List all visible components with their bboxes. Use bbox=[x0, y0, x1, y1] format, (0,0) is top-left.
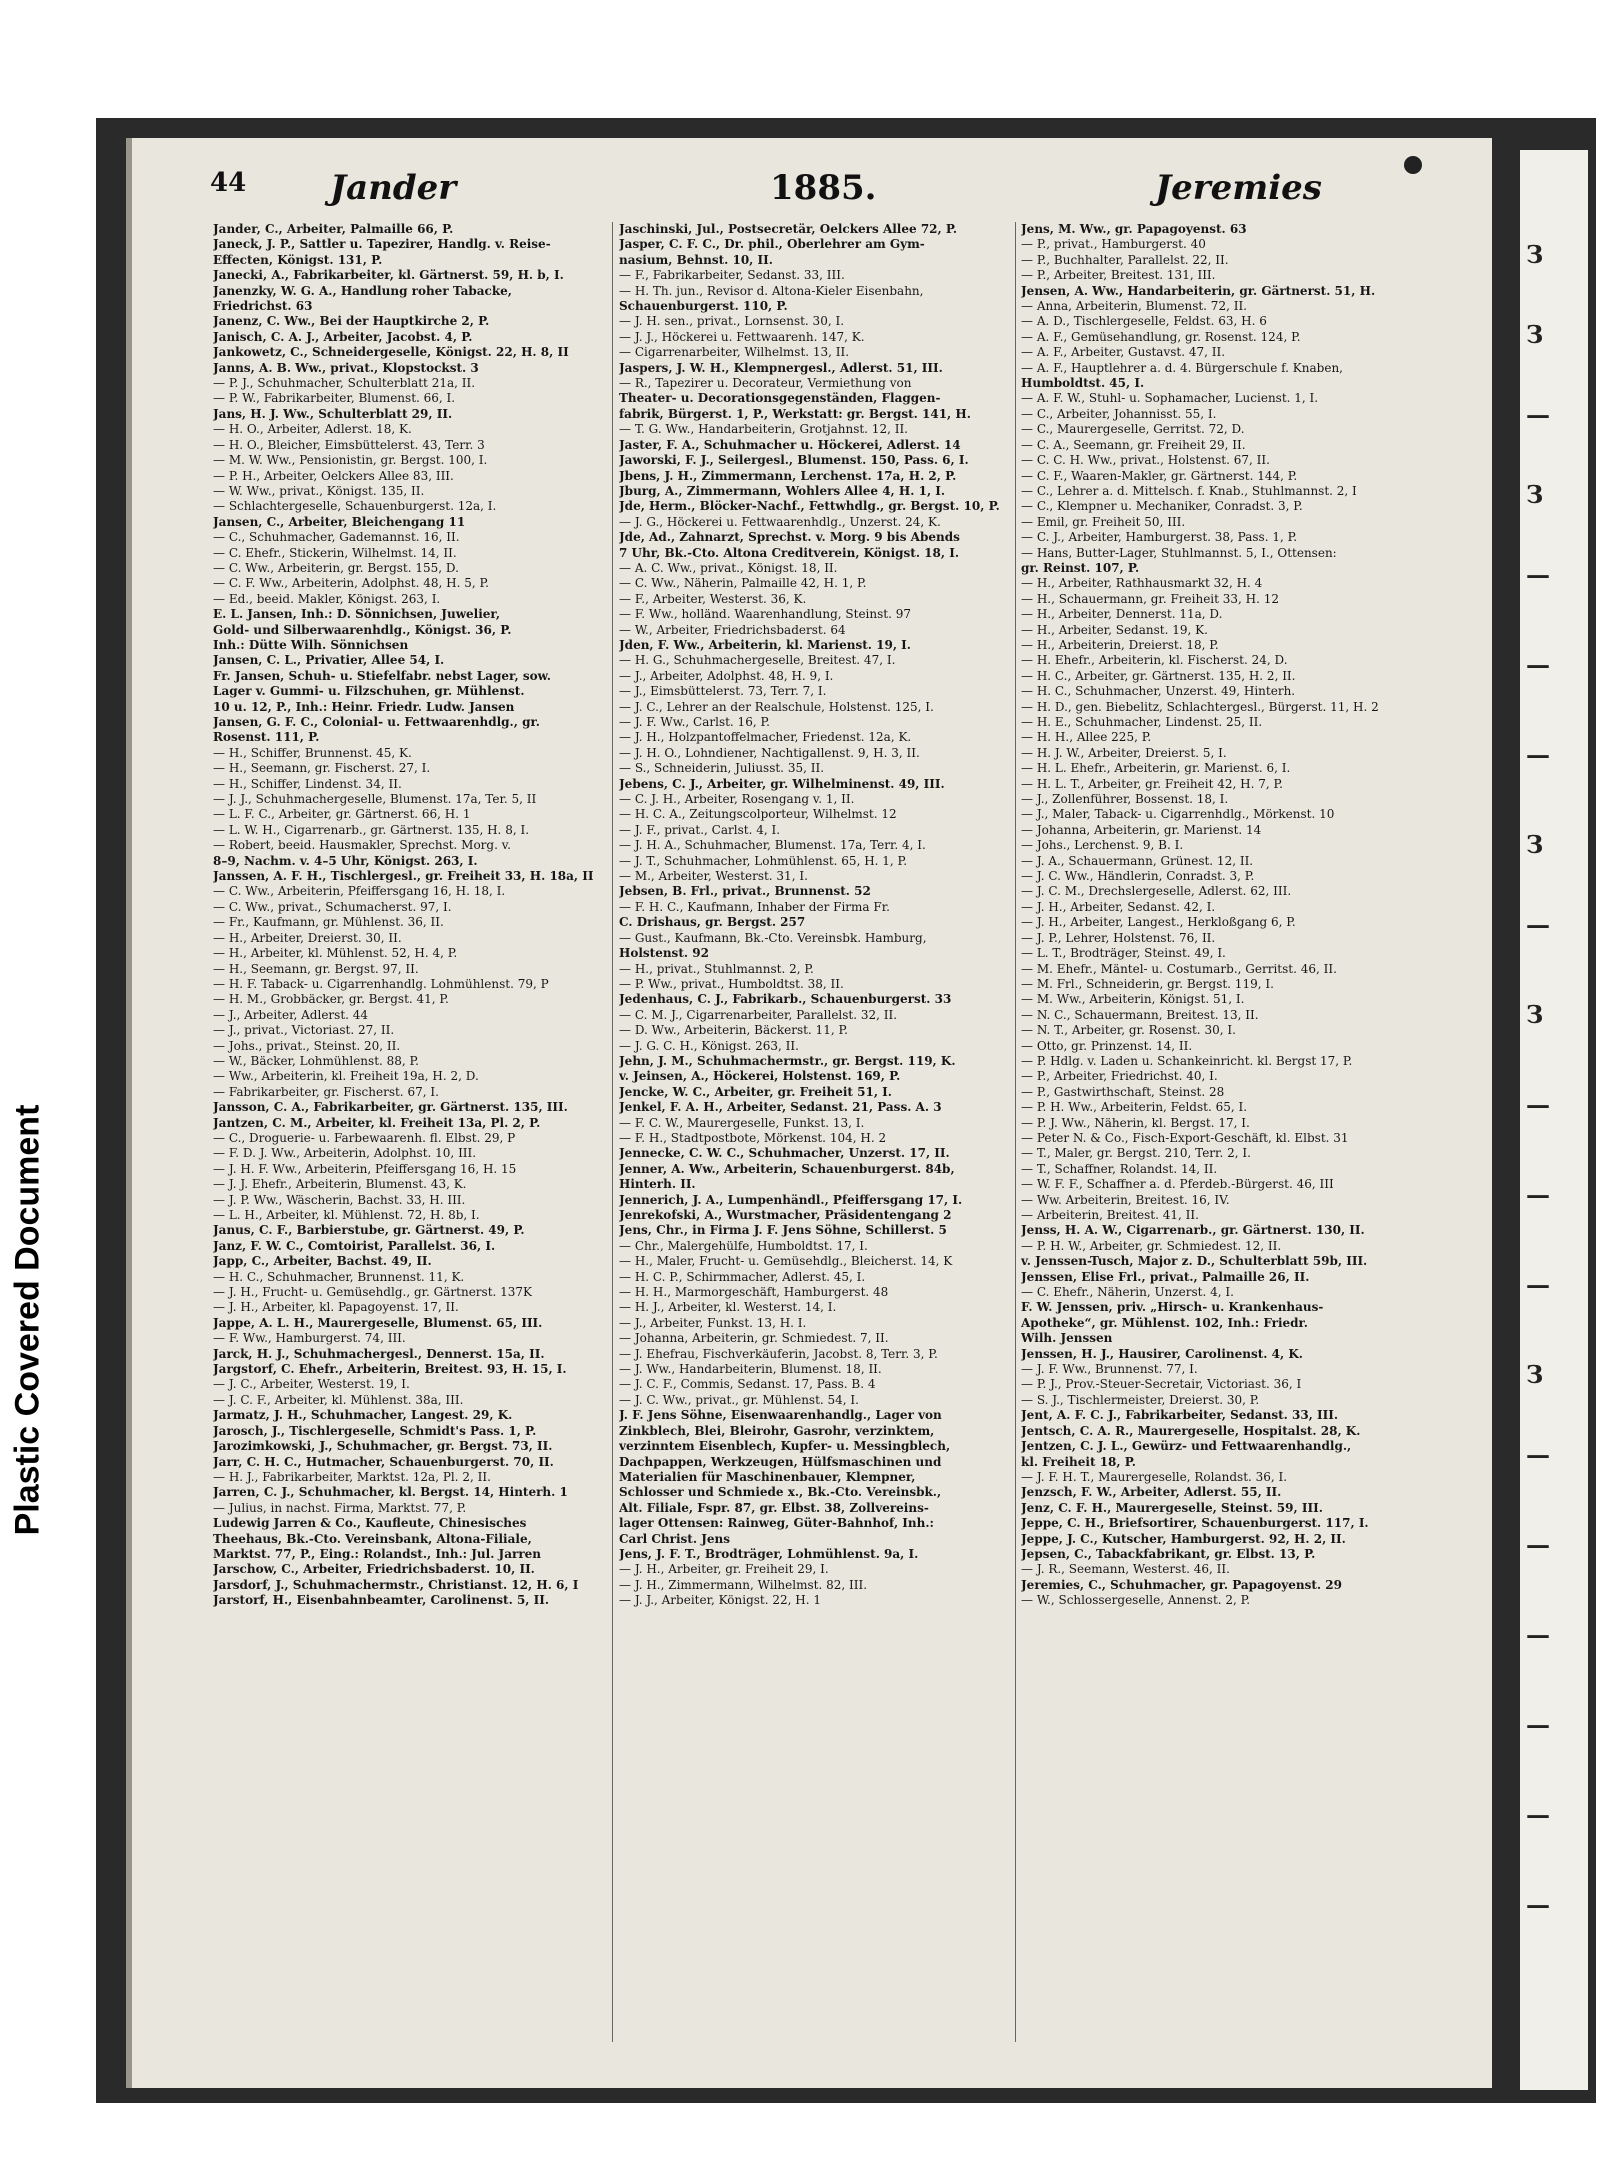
directory-entry: — H., Schauermann, gr. Freiheit 33, H. 12 bbox=[1021, 591, 1280, 606]
directory-entry: — J., Arbeiter, Adolphst. 48, H. 9, I. bbox=[619, 668, 834, 683]
directory-entry: — H., Arbeiter, Sedanst. 19, K. bbox=[1021, 622, 1208, 637]
directory-entry: — W., Bäcker, Lohmühlenst. 88, P. bbox=[213, 1053, 419, 1068]
directory-entry: Janz, F. W. C., Comtoirist, Parallelst. 36, I. bbox=[213, 1238, 496, 1253]
directory-entry: — W. Ww., privat., Königst. 135, II. bbox=[213, 483, 425, 498]
directory-entry: Jenz, C. F. H., Maurergeselle, Steinst. 59, III. bbox=[1021, 1500, 1323, 1515]
directory-entry: — H., Seemann, gr. Fischerst. 27, I. bbox=[213, 761, 431, 776]
directory-entry: — J. H. F. Ww., Arbeiterin, Pfeiffersgang 16, H. 15 bbox=[213, 1161, 517, 1176]
directory-entry: Jansen, C., Arbeiter, Bleichengang 11 bbox=[213, 514, 466, 529]
directory-entry: — J. C. M., Drechslergeselle, Adlerst. 62, III. bbox=[1021, 884, 1292, 899]
directory-entry: — H. Ehefr., Arbeiterin, kl. Fischerst. 24, D. bbox=[1021, 653, 1288, 668]
directory-entry: — J. H., Holzpantoffelmacher, Friedenst. 12a, K. bbox=[619, 730, 912, 745]
directory-entry: Carl Christ. Jens bbox=[619, 1531, 730, 1546]
directory-entry: Materialien für Maschinenbauer, Klempner, bbox=[619, 1469, 916, 1484]
directory-entry: Dachpappen, Werkzeugen, Hülfsmaschinen und bbox=[619, 1454, 942, 1469]
directory-entry: — F. H., Stadtpostbote, Mörkenst. 104, H. 2 bbox=[619, 1130, 887, 1145]
directory-entry: Apotheke“, gr. Mühlenst. 102, Inh.: Friedr. bbox=[1021, 1315, 1308, 1330]
directory-entry: — H. J. W., Arbeiter, Dreierst. 5, I. bbox=[1021, 745, 1227, 760]
directory-entry: Jappe, A. L. H., Maurergeselle, Blumenst. 65, III. bbox=[213, 1315, 543, 1330]
directory-entry: Jans, H. J. Ww., Schulterblatt 29, II. bbox=[213, 406, 453, 421]
directory-entry: Jander, C., Arbeiter, Palmaille 66, P. bbox=[213, 222, 454, 236]
directory-entry: — Fr., Kaufmann, gr. Mühlenst. 36, II. bbox=[213, 915, 444, 930]
column-middle bbox=[619, 222, 1014, 2082]
directory-entry: — L. H., Arbeiter, kl. Mühlenst. 72, H. 8b, I. bbox=[213, 1208, 480, 1222]
directory-entry: — H., Schiffer, Lindenst. 34, II. bbox=[213, 776, 402, 791]
directory-entry: Jentsch, C. A. R., Maurergeselle, Hospitalst. 28, K. bbox=[1021, 1423, 1361, 1438]
directory-entry: Jaworski, F. J., Seilergesl., Blumenst. 150, Pass. 6, I. bbox=[619, 453, 969, 468]
directory-entry: — H. C. A., Zeitungscolporteur, Wilhelmst. 12 bbox=[619, 807, 897, 822]
directory-entry: — H., Arbeiter, Dennerst. 11a, D. bbox=[1021, 607, 1223, 622]
directory-entry: nasium, Behnst. 10, II. bbox=[619, 252, 773, 267]
left-guide-word: Jander bbox=[330, 168, 457, 208]
directory-entry: Jansen, G. F. C., Colonial- u. Fettwaarenhdlg., gr. bbox=[213, 715, 540, 729]
directory-entry: — S., Schneiderin, Juliusst. 35, II. bbox=[619, 761, 825, 776]
directory-entry: — J. H., Zimmermann, Wilhelmst. 82, III. bbox=[619, 1577, 868, 1592]
directory-entry: — F. Ww., Hamburgerst. 74, III. bbox=[213, 1331, 406, 1346]
directory-entry: — C., Klempner u. Mechaniker, Conradst. 3, P. bbox=[1021, 499, 1303, 514]
directory-entry: 8–9, Nachm. v. 4–5 Uhr, Königst. 263, I. bbox=[213, 853, 478, 868]
directory-entry: Friedrichst. 63 bbox=[213, 299, 313, 314]
directory-entry: Humboldtst. 45, I. bbox=[1021, 376, 1145, 391]
directory-entry: — H. H., Allee 225, P. bbox=[1021, 730, 1152, 745]
directory-entry: — S. J., Tischlermeister, Dreierst. 30, P. bbox=[1021, 1392, 1260, 1407]
directory-entry: — N. T., Arbeiter, gr. Rosenst. 30, I. bbox=[1021, 1023, 1236, 1038]
directory-entry: Japp, C., Arbeiter, Bachst. 49, II. bbox=[213, 1254, 432, 1269]
directory-entry: Jde, Ad., Zahnarzt, Sprechst. v. Morg. 9 bis Abends bbox=[619, 530, 960, 545]
directory-entry: — D. Ww., Arbeiterin, Bäckerst. 11, P. bbox=[619, 1023, 848, 1038]
directory-entry: — T., Schaffner, Rolandst. 14, II. bbox=[1021, 1161, 1218, 1176]
directory-entry: — A. C. Ww., privat., Königst. 18, II. bbox=[619, 560, 838, 575]
directory-entry: — J. C. Ww., privat., gr. Mühlenst. 54, I. bbox=[619, 1392, 859, 1407]
directory-entry: — P. J., Schuhmacher, Schulterblatt 21a, II. bbox=[213, 376, 476, 391]
side-label-text: Plastic Covered Document bbox=[8, 1104, 47, 1536]
directory-entry: — Chr., Malergehülfe, Humboldtst. 17, I. bbox=[619, 1238, 868, 1253]
directory-entry: — Johs., Lerchenst. 9, B. I. bbox=[1021, 838, 1184, 853]
directory-entry: — C. Ww., Arbeiterin, gr. Bergst. 155, D. bbox=[213, 560, 459, 575]
directory-entry: — H. C. P., Schirmmacher, Adlerst. 45, I. bbox=[619, 1269, 866, 1284]
directory-entry: — J. J., Arbeiter, Königst. 22, H. 1 bbox=[619, 1593, 821, 1608]
directory-entry: — P., privat., Hamburgerst. 40 bbox=[1021, 237, 1206, 252]
directory-entry: — J. F., privat., Carlst. 4, I. bbox=[619, 822, 781, 837]
directory-entry: — Robert, beeid. Hausmakler, Sprechst. Morg. v. bbox=[213, 838, 511, 853]
directory-entry: Jencke, W. C., Arbeiter, gr. Freiheit 51, I. bbox=[619, 1084, 892, 1099]
directory-entry: Jennecke, C. W. C., Schuhmacher, Unzerst. 17, II. bbox=[619, 1146, 950, 1161]
directory-entry: — Cigarrenarbeiter, Wilhelmst. 13, II. bbox=[619, 345, 850, 360]
directory-entry: — C., Schuhmacher, Gademannst. 16, II. bbox=[213, 530, 460, 545]
directory-entry: — H. C., Schuhmacher, Unzerst. 49, Hinterh. bbox=[1021, 684, 1296, 699]
directory-entry: — P. Ww., privat., Humboldtst. 38, II. bbox=[619, 976, 844, 991]
directory-entry: — P. J. Ww., Näherin, kl. Bergst. 17, I. bbox=[1021, 1115, 1250, 1130]
directory-entry: — J. C. F., Commis, Sedanst. 17, Pass. B. 4 bbox=[619, 1377, 876, 1392]
directory-entry: — J. C. Ww., Händlerin, Conradst. 3, P. bbox=[1021, 869, 1255, 884]
directory-entry: — A. F. W., Stuhl- u. Sophamacher, Lucienst. 1, I. bbox=[1021, 391, 1319, 406]
directory-entry: kl. Freiheit 18, P. bbox=[1021, 1454, 1136, 1469]
directory-entry: E. L. Jansen, Inh.: D. Sönnichsen, Juwelier, bbox=[213, 607, 501, 622]
directory-entry: — J. H. A., Schuhmacher, Blumenst. 17a, Terr. 4, I. bbox=[619, 838, 926, 853]
directory-entry: — M. Ehefr., Mäntel- u. Costumarb., Gerritst. 46, II. bbox=[1021, 961, 1337, 976]
directory-entry: — Johs., privat., Steinst. 20, II. bbox=[213, 1038, 401, 1053]
directory-entry: Jansson, C. A., Fabrikarbeiter, gr. Gärtnerst. 135, III. bbox=[213, 1100, 568, 1115]
directory-entry: Theehaus, Bk.-Cto. Vereinsbank, Altona-Filiale, bbox=[213, 1531, 532, 1546]
directory-entry: — Otto, gr. Prinzenst. 14, II. bbox=[1021, 1038, 1193, 1053]
directory-entry: Gold- und Silberwaarenhdlg., Königst. 36, P. bbox=[213, 622, 512, 637]
directory-entry: — Ww., Arbeiterin, kl. Freiheit 19a, H. 2, D. bbox=[213, 1069, 479, 1084]
directory-entry: — H. L. T., Arbeiter, gr. Freiheit 42, H. 7, P. bbox=[1021, 776, 1283, 791]
directory-entry: Jepsen, C., Tabackfabrikant, gr. Elbst. 13, P. bbox=[1021, 1546, 1316, 1561]
directory-entry: Jens, M. Ww., gr. Papagoyenst. 63 bbox=[1021, 222, 1247, 236]
directory-entry: — A. F., Arbeiter, Gustavst. 47, II. bbox=[1021, 345, 1226, 360]
directory-entry: — H. H., Marmorgeschäft, Hamburgerst. 48 bbox=[619, 1285, 889, 1300]
directory-entry: — J., Maler, Taback- u. Cigarrenhdlg., Mörkenst. 10 bbox=[1021, 807, 1335, 822]
directory-entry: — J. H., Arbeiter, gr. Freiheit 29, I. bbox=[619, 1562, 829, 1577]
directory-entry: — P., Gastwirthschaft, Steinst. 28 bbox=[1021, 1084, 1225, 1099]
directory-entry: — M., Arbeiter, Westerst. 31, I. bbox=[619, 869, 808, 884]
directory-entry: — Johanna, Arbeiterin, gr. Schmiedest. 7, II. bbox=[619, 1331, 889, 1346]
directory-entry: Hinterh. II. bbox=[619, 1177, 696, 1192]
directory-entry: — J. H., Arbeiter, Langest., Herkloßgang 6, P. bbox=[1021, 915, 1296, 930]
directory-entry: — H. M., Grobbäcker, gr. Bergst. 41, P. bbox=[213, 992, 449, 1007]
directory-entry: — H. Th. jun., Revisor d. Altona-Kieler Eisenbahn, bbox=[619, 283, 924, 298]
directory-entry: — C., Arbeiter, Johannisst. 55, I. bbox=[1021, 406, 1217, 421]
directory-entry: — H. F. Taback- u. Cigarrenhandlg. Lohmühlenst. 79, P bbox=[213, 976, 549, 991]
directory-entry: verzinntem Eisenblech, Kupfer- u. Messingblech, bbox=[619, 1439, 951, 1454]
directory-entry: — M. Ww., Arbeiterin, Königst. 51, I. bbox=[1021, 992, 1245, 1007]
directory-entry: Holstenst. 92 bbox=[619, 946, 709, 961]
directory-entry: — J. C., Lehrer an der Realschule, Holstenst. 125, I. bbox=[619, 699, 934, 714]
directory-entry: — J. H. O., Lohndiener, Nachtigallenst. 9, H. 3, II. bbox=[619, 745, 920, 760]
directory-entry: Janus, C. F., Barbierstube, gr. Gärtnerst. 49, P. bbox=[213, 1223, 525, 1238]
directory-entry: — H., Seemann, gr. Bergst. 97, II. bbox=[213, 961, 419, 976]
adjacent-page-edge: З З — З — — — З — З — — — З — — — — — — bbox=[1520, 150, 1588, 2090]
directory-entry: Jaspers, J. W. H., Klempnergesl., Adlerst. 51, III. bbox=[619, 360, 943, 375]
directory-entry: Theater- u. Decorationsgegenständen, Flaggen- bbox=[619, 391, 941, 406]
directory-entry: Wilh. Jenssen bbox=[1021, 1331, 1113, 1346]
directory-entry: Jarsdorf, J., Schuhmachermstr., Christianst. 12, H. 6, I bbox=[213, 1577, 579, 1592]
directory-entry: — C. Ehefr., Stickerin, Wilhelmst. 14, II. bbox=[213, 545, 457, 560]
directory-entry: lager Ottensen: Rainweg, Güter-Bahnhof, Inh.: bbox=[619, 1516, 934, 1531]
directory-entry: — J. T., Schuhmacher, Lohmühlenst. 65, H. 1, P. bbox=[619, 853, 908, 868]
directory-entry: Jebens, C. J., Arbeiter, gr. Wilhelminenst. 49, III. bbox=[619, 776, 945, 791]
directory-entry: — Schlachtergeselle, Schauenburgerst. 12a, I. bbox=[213, 499, 497, 514]
directory-entry: — H., Arbeiter, Dreierst. 30, II. bbox=[213, 930, 402, 945]
directory-entry: — J. H., Arbeiter, kl. Papagoyenst. 17, II. bbox=[213, 1300, 459, 1315]
directory-entry: — H. E., Schuhmacher, Lindenst. 25, II. bbox=[1021, 715, 1263, 729]
directory-entry: Jedenhaus, C. J., Fabrikarb., Schauenburgerst. 33 bbox=[619, 992, 952, 1007]
directory-entry: — J. R., Seemann, Westerst. 46, II. bbox=[1021, 1562, 1230, 1577]
directory-entry: Janenzky, W. G. A., Handlung roher Tabacke, bbox=[213, 283, 512, 298]
directory-entry: — T., Maler, gr. Bergst. 210, Terr. 2, I. bbox=[1021, 1146, 1251, 1161]
directory-entry: — C. A., Seemann, gr. Freiheit 29, II. bbox=[1021, 437, 1246, 452]
directory-entry: Jens, Chr., in Firma J. F. Jens Söhne, Schillerst. 5 bbox=[619, 1223, 947, 1238]
column-left bbox=[213, 222, 608, 2082]
directory-entry: — A. F., Hauptlehrer a. d. 4. Bürgerschule f. Knaben, bbox=[1021, 360, 1343, 375]
directory-entry: — J. G., Höckerei u. Fettwaarenhdlg., Unzerst. 24, K. bbox=[619, 514, 941, 529]
directory-entry: Janenz, C. Ww., Bei der Hauptkirche 2, P. bbox=[213, 314, 490, 329]
directory-entry: — L. W. H., Cigarrenarb., gr. Gärtnerst. 135, H. 8, I. bbox=[213, 822, 530, 837]
directory-entry: — J. F. H. T., Maurergeselle, Rolandst. 36, I. bbox=[1021, 1469, 1288, 1484]
directory-entry: — C. Ww., Arbeiterin, Pfeiffersgang 16, H. 18, I. bbox=[213, 884, 506, 899]
directory-entry: — Hans, Butter-Lager, Stuhlmannst. 5, I., Ottensen: bbox=[1021, 545, 1337, 560]
directory-entry: — J. F. Ww., Brunnenst. 77, I. bbox=[1021, 1362, 1198, 1377]
directory-entry: Zinkblech, Blei, Bleirohr, Gasrohr, verzinktem, bbox=[619, 1423, 935, 1438]
directory-entry: — Arbeiterin, Breitest. 41, II. bbox=[1021, 1208, 1199, 1222]
directory-entry: — T. G. Ww., Handarbeiterin, Grotjahnst. 12, II. bbox=[619, 422, 908, 437]
directory-entry: — H. G., Schuhmachergeselle, Breitest. 47, I. bbox=[619, 653, 896, 668]
directory-entry: — P., Arbeiter, Breitest. 131, III. bbox=[1021, 268, 1216, 283]
directory-entry: Janisch, C. A. J., Arbeiter, Jacobst. 4, P. bbox=[213, 329, 473, 344]
directory-entry: Jde, Herm., Blöcker-Nachf., Fettwhdlg., gr. Bergst. 10, P. bbox=[619, 499, 1000, 514]
directory-entry: Jargstorf, C. Ehefr., Arbeiterin, Breitest. 93, H. 15, I. bbox=[213, 1362, 567, 1377]
directory-entry: — P. Hdlg. v. Laden u. Schankeinricht. kl. Bergst 17, P. bbox=[1021, 1053, 1353, 1068]
directory-entry: — H. O., Arbeiter, Adlerst. 18, K. bbox=[213, 422, 412, 437]
directory-entry: — J. J., Schuhmachergeselle, Blumenst. 17a, Ter. 5, II bbox=[213, 792, 537, 807]
directory-entry: — H., privat., Stuhlmannst. 2, P. bbox=[619, 961, 814, 976]
directory-entry: — J., privat., Victoriast. 27, II. bbox=[213, 1023, 395, 1038]
directory-entry: v. Jeinsen, A., Höckerei, Holstenst. 169, P. bbox=[619, 1069, 901, 1084]
directory-entry: Jantzen, C. M., Arbeiter, kl. Freiheit 13a, Pl. 2, P. bbox=[213, 1115, 541, 1130]
directory-entry: — C. Ww., Näherin, Palmaille 42, H. 1, P. bbox=[619, 576, 867, 591]
directory-entry: J. F. Jens Söhne, Eisenwaarenhandlg., Lager von bbox=[619, 1408, 942, 1423]
directory-entry: Jenner, A. Ww., Arbeiterin, Schauenburgerst. 84b, bbox=[619, 1161, 955, 1176]
directory-entry: — C. F. Ww., Arbeiterin, Adolphst. 48, H. 5, P. bbox=[213, 576, 489, 591]
directory-entry: — C. J., Arbeiter, Hamburgerst. 38, Pass. 1, P. bbox=[1021, 530, 1298, 545]
directory-entry: — P. H., Arbeiter, Oelckers Allee 83, III. bbox=[213, 468, 454, 483]
directory-entry: — M. W. Ww., Pensionistin, gr. Bergst. 100, I. bbox=[213, 453, 488, 468]
directory-entry: Jehn, J. M., Schuhmachermstr., gr. Bergst. 119, K. bbox=[619, 1053, 956, 1068]
directory-entry: — W., Schlossergeselle, Annenst. 2, P. bbox=[1021, 1593, 1251, 1608]
directory-entry: — C. F., Waaren-Makler, gr. Gärtnerst. 144, P. bbox=[1021, 468, 1298, 483]
directory-entry: — C., Droguerie- u. Farbewaarenh. fl. Elbst. 29, P bbox=[213, 1130, 516, 1145]
directory-entry: — H. L. Ehefr., Arbeiterin, gr. Marienst. 6, I. bbox=[1021, 761, 1291, 776]
directory-entry: Jarstorf, H., Eisenbahnbeamter, Carolinenst. 5, II. bbox=[213, 1593, 550, 1608]
directory-entry: Jentzen, C. J. L., Gewürz- und Fettwaarenhandlg., bbox=[1021, 1439, 1352, 1454]
directory-entry: Jennerich, J. A., Lumpenhändl., Pfeiffersgang 17, I. bbox=[619, 1192, 963, 1207]
directory-entry: — Julius, in nachst. Firma, Marktst. 77, P. bbox=[213, 1500, 467, 1515]
directory-entry: Jarosch, J., Tischlergeselle, Schmidt's Pass. 1, P. bbox=[213, 1423, 537, 1438]
directory-entry: — J. G. C. H., Königst. 263, II. bbox=[619, 1038, 799, 1053]
directory-entry: Jarren, C. J., Schuhmacher, kl. Bergst. 14, Hinterh. 1 bbox=[213, 1485, 568, 1500]
directory-entry: — Emil, gr. Freiheit 50, III. bbox=[1021, 514, 1186, 529]
directory-entry: Jarr, C. H. C., Hutmacher, Schauenburgerst. 70, II. bbox=[213, 1454, 554, 1469]
directory-entry: — C. Ehefr., Näherin, Unzerst. 4, I. bbox=[1021, 1285, 1234, 1300]
directory-entry: Inh.: Dütte Wilh. Sönnichsen bbox=[213, 637, 409, 652]
directory-entry: — H. J., Arbeiter, kl. Westerst. 14, I. bbox=[619, 1300, 837, 1315]
directory-entry: — C., Maurergeselle, Gerritst. 72, D. bbox=[1021, 422, 1245, 437]
directory-entry: Jens, J. F. T., Brodträger, Lohmühlenst. 9a, I. bbox=[619, 1546, 919, 1561]
directory-entry: — H. C., Schuhmacher, Brunnenst. 11, K. bbox=[213, 1269, 465, 1284]
column-right bbox=[1021, 222, 1413, 2082]
directory-entry: — A. F., Gemüsehandlung, gr. Rosenst. 124, P. bbox=[1021, 329, 1301, 344]
directory-entry: — C. C. H. Ww., privat., Holstenst. 67, II. bbox=[1021, 453, 1270, 468]
directory-entry: Janecki, A., Fabrikarbeiter, kl. Gärtnerst. 59, H. b, I. bbox=[213, 268, 564, 283]
directory-entry: Jenrekofski, A., Wurstmacher, Präsidentengang 2 bbox=[619, 1208, 952, 1222]
directory-entry: Jbens, J. H., Zimmermann, Lerchenst. 17a, H. 2, P. bbox=[619, 468, 957, 483]
directory-entry: — L. T., Brodträger, Steinst. 49, I. bbox=[1021, 946, 1226, 961]
directory-entry: Janssen, A. F. H., Tischlergesl., gr. Freiheit 33, H. 18a, II bbox=[213, 869, 594, 884]
directory-entry: Jeppe, C. H., Briefsortirer, Schauenburgerst. 117, I. bbox=[1021, 1516, 1369, 1531]
directory-entry: — Ed., beeid. Makler, Königst. 263, I. bbox=[213, 591, 441, 606]
directory-entry: — H. C., Arbeiter, gr. Gärtnerst. 135, H. 2, II. bbox=[1021, 668, 1296, 683]
directory-entry: Jasper, C. F. C., Dr. phil., Oberlehrer am Gym- bbox=[619, 237, 925, 252]
directory-entry: Jenssen, H. J., Hausirer, Carolinenst. 4, K. bbox=[1021, 1346, 1303, 1361]
directory-entry: Jenss, H. A. W., Cigarrenarb., gr. Gärtnerst. 130, II. bbox=[1021, 1223, 1365, 1238]
directory-entry: Jden, F. Ww., Arbeiterin, kl. Marienst. 19, I. bbox=[619, 637, 911, 652]
directory-entry: — J. A., Schauermann, Grünest. 12, II. bbox=[1021, 853, 1254, 868]
directory-entry: — C. J. H., Arbeiter, Rosengang v. 1, II. bbox=[619, 792, 855, 807]
directory-entry: Jeppe, J. C., Kutscher, Hamburgerst. 92, H. 2, II. bbox=[1021, 1531, 1346, 1546]
directory-entry: — Fabrikarbeiter, gr. Fischerst. 67, I. bbox=[213, 1084, 439, 1099]
directory-entry: Jburg, A., Zimmermann, Wohlers Allee 4, H. 1, I. bbox=[619, 483, 946, 498]
directory-entry: — P. W., Fabrikarbeiter, Blumenst. 66, I. bbox=[213, 391, 456, 406]
directory-entry: — H., Arbeiter, kl. Mühlenst. 52, H. 4, P. bbox=[213, 946, 458, 961]
directory-entry: Jebsen, B. Frl., privat., Brunnenst. 52 bbox=[619, 884, 871, 899]
directory-entry: — F. C. W., Maurergeselle, Funkst. 13, I. bbox=[619, 1115, 865, 1130]
directory-entry: — J. Ehefrau, Fischverkäuferin, Jacobst. 8, Terr. 3, P. bbox=[619, 1346, 938, 1361]
directory-entry: Alt. Filiale, Fspr. 87, gr. Elbst. 38, Zollvereins- bbox=[619, 1500, 929, 1515]
directory-entry: Jent, A. F. C. J., Fabrikarbeiter, Sedanst. 33, III. bbox=[1021, 1408, 1339, 1423]
directory-entry: — P., Arbeiter, Friedrichst. 40, I. bbox=[1021, 1069, 1218, 1084]
directory-entry: — J., Arbeiter, Funkst. 13, H. I. bbox=[619, 1315, 807, 1330]
directory-entry: — Gust., Kaufmann, Bk.-Cto. Vereinsbk. Hamburg, bbox=[619, 930, 927, 945]
side-label bbox=[2, 1060, 54, 1580]
directory-entry: Ludewig Jarren & Co., Kaufleute, Chinesisches bbox=[213, 1516, 527, 1531]
directory-entry: — M. Frl., Schneiderin, gr. Bergst. 119, I. bbox=[1021, 976, 1274, 991]
directory-entry: — Johanna, Arbeiterin, gr. Marienst. 14 bbox=[1021, 822, 1262, 837]
directory-entry: Schlosser und Schmiede x., Bk.-Cto. Vereinsbk., bbox=[619, 1485, 942, 1500]
directory-entry: — J. H. sen., privat., Lornsenst. 30, I. bbox=[619, 314, 845, 329]
directory-entry: — P., Buchhalter, Parallelst. 22, II. bbox=[1021, 252, 1229, 267]
directory-entry: Jankowetz, C., Schneidergeselle, Königst. 22, H. 8, II bbox=[213, 345, 569, 360]
directory-entry: — L. F. C., Arbeiter, gr. Gärtnerst. 66, H. 1 bbox=[213, 807, 471, 822]
directory-entry: Marktst. 77, P., Eing.: Rolandst., Inh.: Jul. Jarren bbox=[213, 1546, 542, 1561]
page-header bbox=[210, 168, 1470, 216]
directory-entry: — Anna, Arbeiterin, Blumenst. 72, II. bbox=[1021, 299, 1247, 314]
directory-entry: — W. F. F., Schaffner a. d. Pferdeb.-Bürgerst. 46, III bbox=[1021, 1177, 1334, 1192]
directory-entry: — J. P., Lehrer, Holstenst. 76, II. bbox=[1021, 930, 1216, 945]
directory-entry: — H., Maler, Frucht- u. Gemüsehdlg., Bleicherst. 14, K bbox=[619, 1254, 953, 1269]
directory-entry: Jaschinski, Jul., Postsecretär, Oelckers Allee 72, P. bbox=[619, 222, 958, 236]
directory-entry: — P. H. W., Arbeiter, gr. Schmiedest. 12, II. bbox=[1021, 1238, 1282, 1253]
directory-entry: 10 u. 12, P., Inh.: Heinr. Friedr. Ludw. Jansen bbox=[213, 699, 515, 714]
directory-entry: F. W. Jenssen, priv. „Hirsch- u. Krankenhaus- bbox=[1021, 1300, 1324, 1315]
column-divider bbox=[1015, 222, 1016, 2042]
directory-entry: Jenzsch, F. W., Arbeiter, Adlerst. 55, II. bbox=[1021, 1485, 1282, 1500]
directory-entry: — H., Arbeiterin, Dreierst. 18, P. bbox=[1021, 637, 1219, 652]
directory-entry: Jarozimkowski, J., Schuhmacher, gr. Bergst. 73, II. bbox=[213, 1439, 553, 1454]
directory-entry: — P. J., Prov.-Steuer-Secretair, Victoriast. 36, I bbox=[1021, 1377, 1302, 1392]
directory-entry: Schauenburgerst. 110, P. bbox=[619, 299, 788, 314]
directory-entry: Janeck, J. P., Sattler u. Tapezirer, Handlg. v. Reise- bbox=[213, 237, 551, 252]
directory-entry: — J. F. Ww., Carlst. 16, P. bbox=[619, 715, 770, 729]
directory-entry: Effecten, Königst. 131, P. bbox=[213, 252, 383, 267]
directory-entry: — C. Ww., privat., Schumacherst. 97, I. bbox=[213, 899, 452, 914]
directory-entry: — J., Eimsbüttelerst. 73, Terr. 7, I. bbox=[619, 684, 827, 699]
directory-entry: Fr. Jansen, Schuh- u. Stiefelfabr. nebst Lager, sow. bbox=[213, 668, 551, 683]
directory-entry: — J. H., Arbeiter, Sedanst. 42, I. bbox=[1021, 899, 1216, 914]
directory-entry: — H., Schiffer, Brunnenst. 45, K. bbox=[213, 745, 412, 760]
directory-entry: Rosenst. 111, P. bbox=[213, 730, 320, 745]
directory-entry: — C., Lehrer a. d. Mittelsch. f. Knab., Stuhlmannst. 2, I bbox=[1021, 483, 1357, 498]
directory-entry: — H. J., Fabrikarbeiter, Marktst. 12a, Pl. 2, II. bbox=[213, 1469, 491, 1484]
directory-entry: — F. H. C., Kaufmann, Inhaber der Firma Fr. bbox=[619, 899, 890, 914]
directory-entry: — H. D., gen. Biebelitz, Schlachtergesl., Bürgerst. 11, H. 2 bbox=[1021, 699, 1379, 714]
directory-entry: — P. H. Ww., Arbeiterin, Feldst. 65, I. bbox=[1021, 1100, 1248, 1115]
directory-entry: — J. J., Höckerei u. Fettwaarenh. 147, K. bbox=[619, 329, 865, 344]
directory-entry: Jarck, H. J., Schuhmachergesl., Dennerst. 15a, II. bbox=[213, 1346, 545, 1361]
directory-entry: — Ww. Arbeiterin, Breitest. 16, IV. bbox=[1021, 1192, 1230, 1207]
directory-entry: — J. C., Arbeiter, Westerst. 19, I. bbox=[213, 1377, 410, 1392]
directory-entry: — R., Tapezirer u. Decorateur, Vermiethung von bbox=[619, 376, 912, 391]
page-number: 44 bbox=[210, 168, 247, 198]
directory-entry: v. Jenssen-Tusch, Major z. D., Schulterblatt 59b, III. bbox=[1021, 1254, 1368, 1269]
directory-entry: — F. Ww., holländ. Waarenhandlung, Steinst. 97 bbox=[619, 607, 912, 622]
directory-entry: Jenssen, Elise Frl., privat., Palmaille 26, II. bbox=[1021, 1269, 1310, 1284]
year-heading: 1885. bbox=[770, 168, 877, 208]
directory-entry: Jarschow, C., Arbeiter, Friedrichsbaderst. 10, II. bbox=[213, 1562, 535, 1577]
directory-entry: Jeremies, C., Schuhmacher, gr. Papagoyenst. 29 bbox=[1021, 1577, 1342, 1592]
directory-entry: gr. Reinst. 107, P. bbox=[1021, 560, 1140, 575]
directory-entry: 7 Uhr, Bk.-Cto. Altona Creditverein, Königst. 18, I. bbox=[619, 545, 960, 560]
directory-entry: — C. M. J., Cigarrenarbeiter, Parallelst. 32, II. bbox=[619, 1007, 898, 1022]
directory-entry: — W., Arbeiter, Friedrichsbaderst. 64 bbox=[619, 622, 846, 637]
column-divider bbox=[612, 222, 613, 2042]
directory-entry: — F., Fabrikarbeiter, Sedanst. 33, III. bbox=[619, 268, 845, 283]
right-guide-word: Jeremies bbox=[1155, 168, 1322, 208]
directory-entry: Janns, A. B. Ww., privat., Klopstockst. 3 bbox=[213, 360, 479, 375]
directory-entry: — J. C. F., Arbeiter, kl. Mühlenst. 38a, III. bbox=[213, 1392, 464, 1407]
directory-entry: — J., Arbeiter, Adlerst. 44 bbox=[213, 1007, 369, 1022]
directory-entry: — J. P. Ww., Wäscherin, Bachst. 33, H. III. bbox=[213, 1192, 466, 1207]
directory-entry: C. Drishaus, gr. Bergst. 257 bbox=[619, 915, 806, 930]
directory-entry: Jensen, A. Ww., Handarbeiterin, gr. Gärtnerst. 51, H. bbox=[1021, 283, 1376, 298]
directory-entry: — J. J. Ehefr., Arbeiterin, Blumenst. 43, K. bbox=[213, 1177, 467, 1192]
directory-entry: Jaster, F. A., Schuhmacher u. Höckerei, Adlerst. 14 bbox=[619, 437, 961, 452]
directory-entry: — F. D. J. Ww., Arbeiterin, Adolphst. 10, III. bbox=[213, 1146, 477, 1161]
directory-entry: — A. D., Tischlergeselle, Feldst. 63, H. 6 bbox=[1021, 314, 1267, 329]
directory-entry: — J. Ww., Handarbeiterin, Blumenst. 18, II. bbox=[619, 1362, 882, 1377]
directory-entry: Lager v. Gummi- u. Filzschuhen, gr. Mühlenst. bbox=[213, 684, 525, 699]
directory-entry: — J., Zollenführer, Bossenst. 18, I. bbox=[1021, 792, 1229, 807]
directory-entry: fabrik, Bürgerst. 1, P., Werkstatt: gr. Bergst. 141, H. bbox=[619, 406, 971, 421]
directory-entry: Jenkel, F. A. H., Arbeiter, Sedanst. 21, Pass. A. 3 bbox=[619, 1100, 942, 1115]
directory-entry: — Peter N. & Co., Fisch-Export-Geschäft, kl. Elbst. 31 bbox=[1021, 1130, 1349, 1145]
directory-entry: — F., Arbeiter, Westerst. 36, K. bbox=[619, 591, 807, 606]
directory-entry: Jarmatz, J. H., Schuhmacher, Langest. 29, K. bbox=[213, 1408, 513, 1423]
directory-entry: Jansen, C. L., Privatier, Allee 54, I. bbox=[213, 653, 445, 668]
directory-entry: — J. H., Frucht- u. Gemüsehdlg., gr. Gärtnerst. 137K bbox=[213, 1285, 533, 1300]
directory-entry: — H., Arbeiter, Rathhausmarkt 32, H. 4 bbox=[1021, 576, 1263, 591]
directory-entry: — H. O., Bleicher, Eimsbüttelerst. 43, Terr. 3 bbox=[213, 437, 485, 452]
directory-entry: — N. C., Schauermann, Breitest. 13, II. bbox=[1021, 1007, 1259, 1022]
